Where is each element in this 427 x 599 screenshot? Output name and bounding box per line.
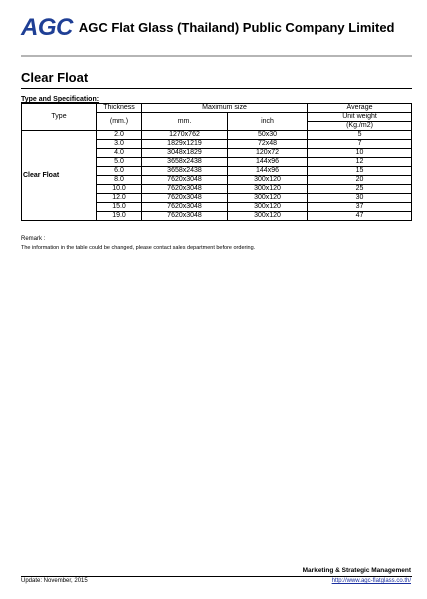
size-inch-cell: 50x30: [228, 131, 308, 140]
header-thickness-unit: (mm.): [97, 113, 142, 131]
size-inch-cell: 300x120: [228, 194, 308, 203]
weight-cell: 30: [308, 194, 412, 203]
thickness-cell: 6.0: [97, 167, 142, 176]
header-weight-unit: (Kg./m2): [308, 122, 412, 131]
size-mm-cell: 7620x3048: [142, 203, 228, 212]
size-mm-cell: 7620x3048: [142, 212, 228, 221]
thickness-cell: 2.0: [97, 131, 142, 140]
header-type: Type: [22, 104, 97, 131]
header-unit-weight: Unit weight: [308, 113, 412, 122]
title-divider: [21, 88, 412, 89]
remark-text: The information in the table could be changed, please contact sales department before ordering.: [21, 245, 256, 251]
thickness-cell: 3.0: [97, 140, 142, 149]
size-inch-cell: 300x120: [228, 176, 308, 185]
page-header: [21, 16, 395, 40]
size-inch-cell: 144x96: [228, 167, 308, 176]
size-inch-cell: 300x120: [228, 185, 308, 194]
weight-cell: 25: [308, 185, 412, 194]
spec-table: [21, 103, 412, 221]
agc-logo: AGC: [21, 14, 73, 41]
page-title: Clear Float: [21, 70, 89, 85]
footer-update-date: Update: November, 2015: [21, 578, 88, 584]
type-cell: Clear Float: [22, 131, 97, 221]
weight-cell: 5: [308, 131, 412, 140]
header-max-size: Maximum size: [142, 104, 308, 113]
header-mm: mm.: [142, 113, 228, 131]
weight-cell: 47: [308, 212, 412, 221]
weight-cell: 20: [308, 176, 412, 185]
weight-cell: 12: [308, 158, 412, 167]
header-divider: [21, 55, 412, 57]
size-mm-cell: 1270x762: [142, 131, 228, 140]
size-mm-cell: 7620x3048: [142, 185, 228, 194]
size-mm-cell: 1829x1219: [142, 140, 228, 149]
remark-label: Remark :: [21, 236, 46, 242]
thickness-cell: 8.0: [97, 176, 142, 185]
weight-cell: 37: [308, 203, 412, 212]
size-mm-cell: 3048x1829: [142, 149, 228, 158]
footer-department: Marketing & Strategic Management: [302, 567, 411, 574]
size-mm-cell: 7620x3048: [142, 176, 228, 185]
thickness-cell: 10.0: [97, 185, 142, 194]
size-inch-cell: 144x96: [228, 158, 308, 167]
weight-cell: 7: [308, 140, 412, 149]
spec-heading: Type and Specification:: [21, 96, 100, 103]
size-inch-cell: 300x120: [228, 212, 308, 221]
company-name: AGC Flat Glass (Thailand) Public Company Limited: [78, 20, 395, 35]
size-mm-cell: 3658x2438: [142, 167, 228, 176]
thickness-cell: 15.0: [97, 203, 142, 212]
footer-website-link[interactable]: http://www.agc-flatglass.co.th/: [331, 578, 411, 584]
thickness-cell: 5.0: [97, 158, 142, 167]
header-average: Average: [308, 104, 412, 113]
thickness-cell: 19.0: [97, 212, 142, 221]
size-inch-cell: 72x48: [228, 140, 308, 149]
thickness-cell: 4.0: [97, 149, 142, 158]
weight-cell: 15: [308, 167, 412, 176]
size-inch-cell: 120x72: [228, 149, 308, 158]
header-thickness: Thickness: [97, 104, 142, 113]
size-mm-cell: 7620x3048: [142, 194, 228, 203]
table-row: [22, 131, 412, 140]
size-inch-cell: 300x120: [228, 203, 308, 212]
weight-cell: 10: [308, 149, 412, 158]
thickness-cell: 12.0: [97, 194, 142, 203]
footer-divider: [21, 576, 412, 577]
header-inch: inch: [228, 113, 308, 131]
size-mm-cell: 3658x2438: [142, 158, 228, 167]
